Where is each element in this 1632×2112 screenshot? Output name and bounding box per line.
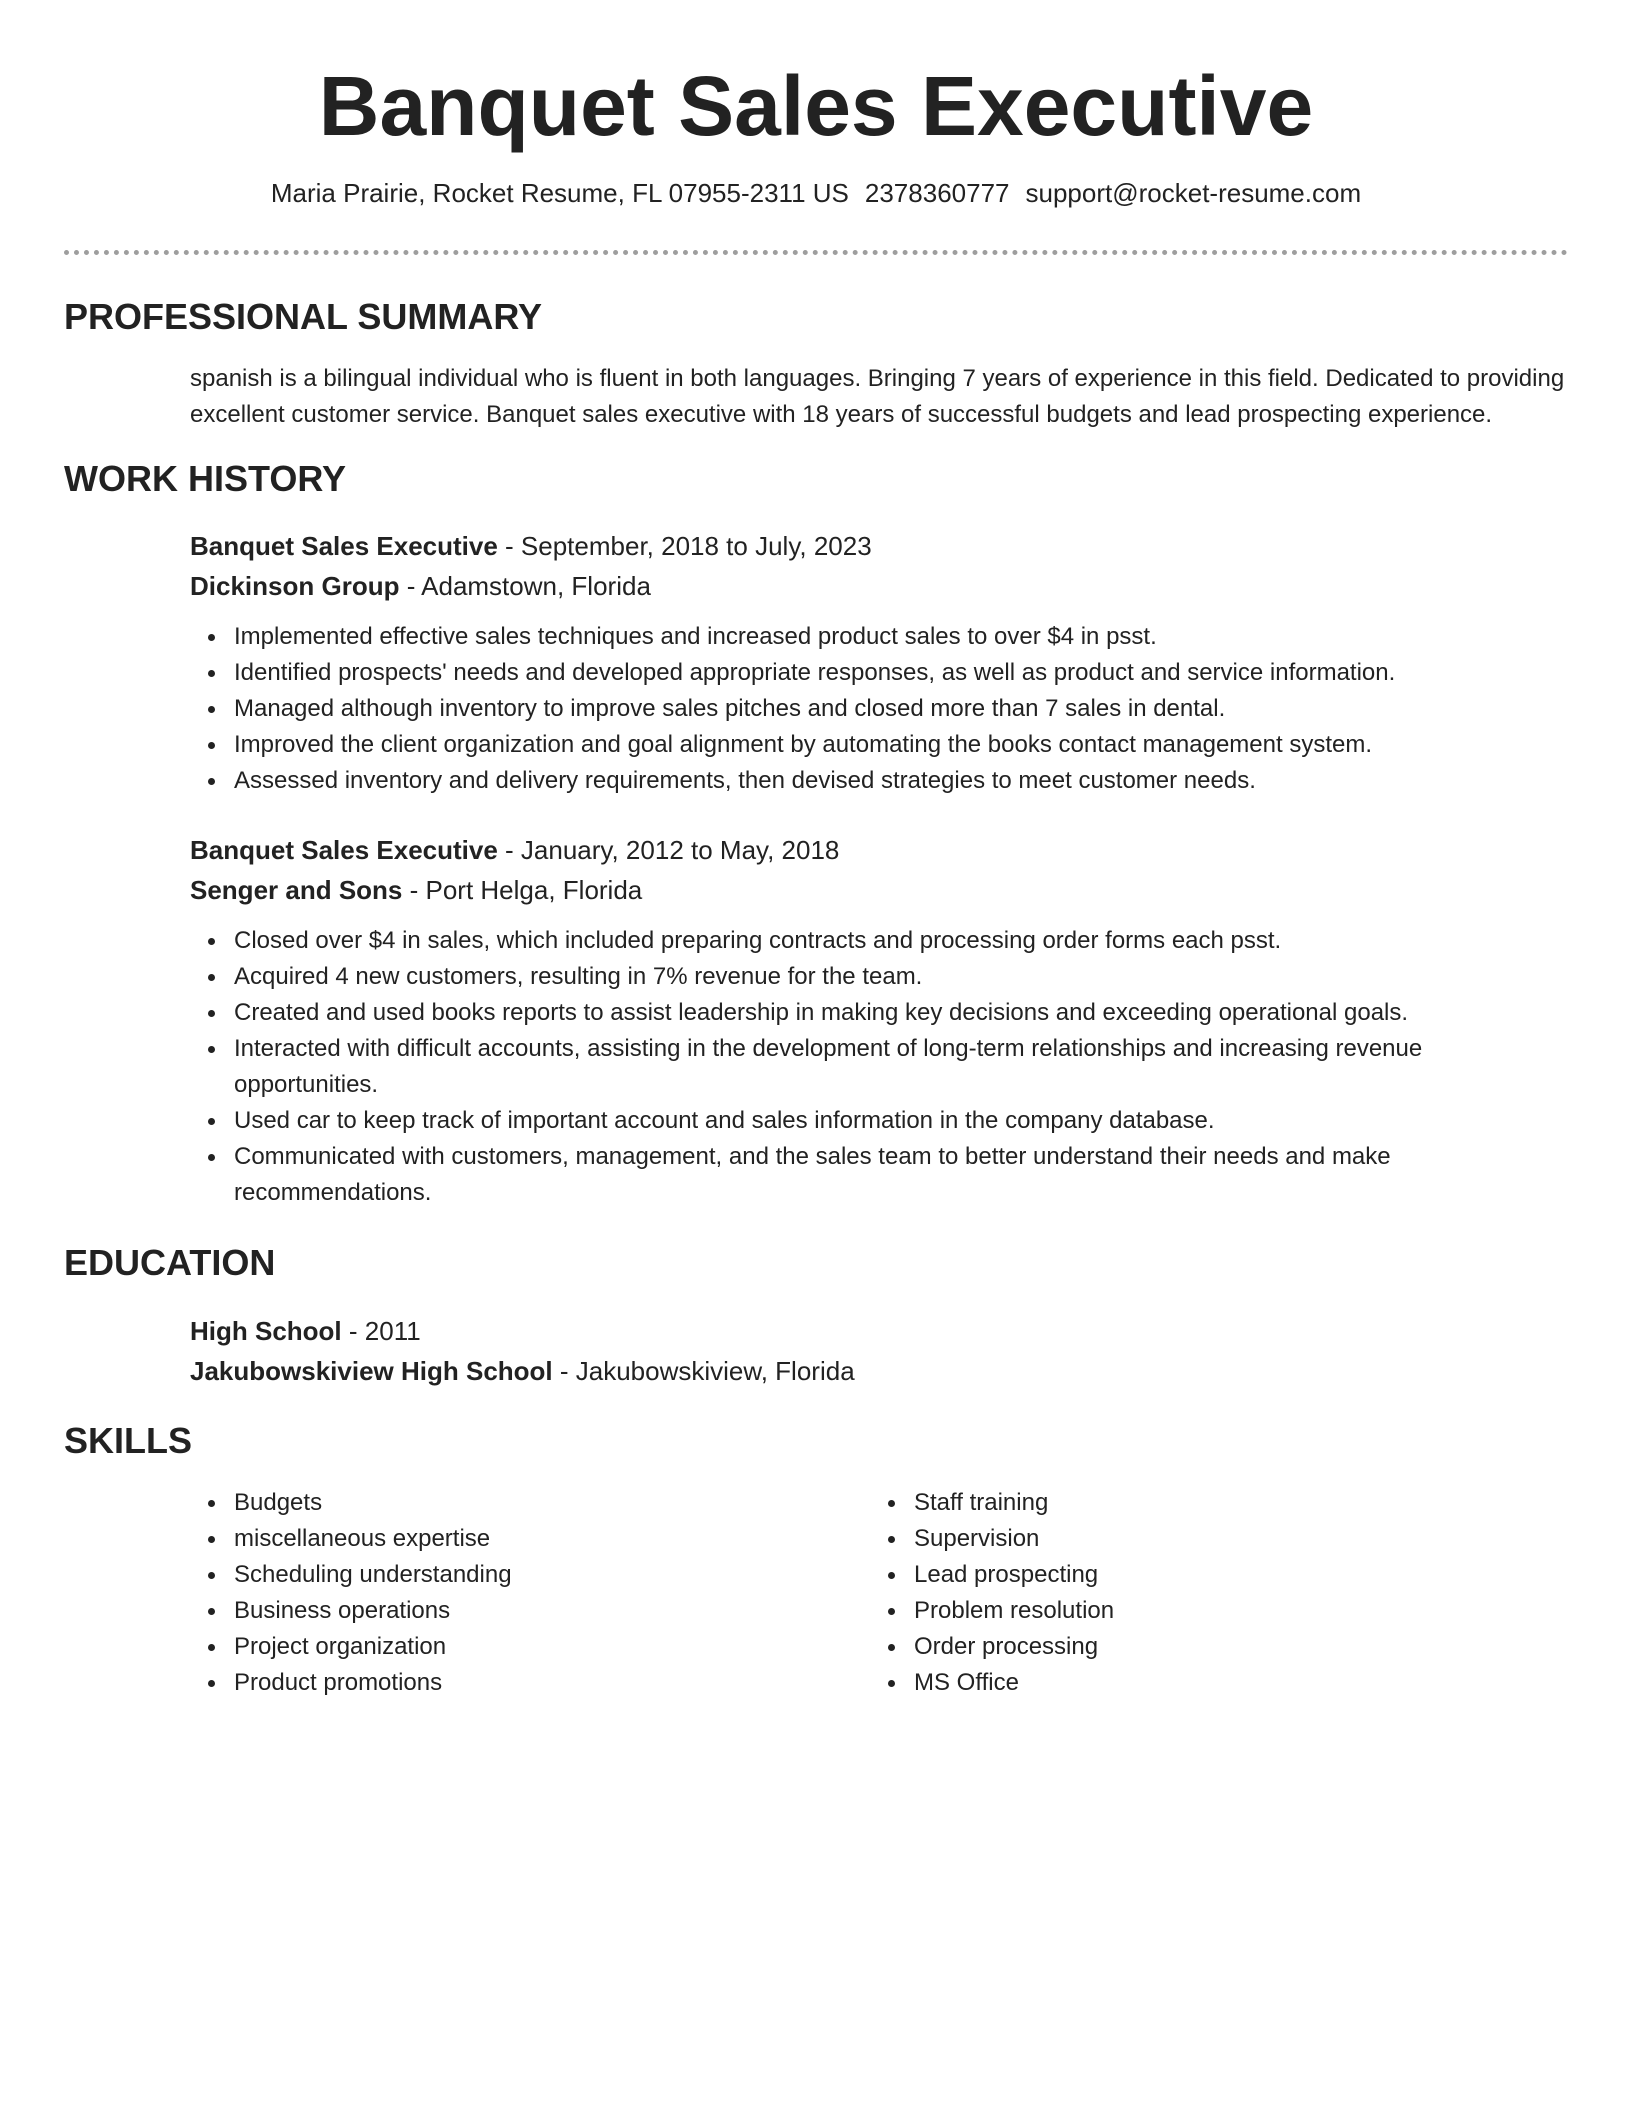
job-title-line	[190, 527, 1568, 565]
job-company-line	[190, 871, 1568, 909]
list-item: Used car to keep track of important account and sales information in the company database.	[234, 1103, 1568, 1139]
education-degree: High School	[190, 1316, 342, 1346]
education-location: - Jakubowskiview, Florida	[552, 1356, 855, 1386]
job-bullets	[190, 619, 1568, 799]
skill-item: Supervision	[914, 1521, 1550, 1557]
skill-item: miscellaneous expertise	[234, 1521, 870, 1557]
skills-section	[64, 1419, 1568, 1701]
skill-item: Project organization	[234, 1629, 870, 1665]
header-divider	[64, 250, 1568, 255]
resume-page	[64, 0, 1568, 1701]
skill-item: Problem resolution	[914, 1593, 1550, 1629]
skill-item: Scheduling understanding	[234, 1557, 870, 1593]
skill-item: Lead prospecting	[914, 1557, 1550, 1593]
resume-name: Banquet Sales Executive	[318, 59, 1314, 153]
skills-columns	[190, 1485, 1568, 1701]
education-degree-line	[190, 1311, 1568, 1351]
skill-item: Product promotions	[234, 1665, 870, 1701]
contact-phone: 2378360777	[864, 178, 1010, 208]
education-school: Jakubowskiview High School	[190, 1356, 553, 1386]
job-dates: - January, 2012 to May, 2018	[497, 835, 840, 865]
skill-item: Staff training	[914, 1485, 1550, 1521]
skills-heading: SKILLS	[64, 1420, 193, 1461]
job-title: Banquet Sales Executive	[190, 835, 498, 865]
summary-section	[64, 295, 1568, 433]
list-item: Assessed inventory and delivery requirements, then devised strategies to meet customer needs.	[234, 763, 1568, 799]
skills-list-right	[870, 1485, 1550, 1701]
job-title-line	[190, 831, 1568, 869]
work-history-heading: WORK HISTORY	[64, 458, 347, 499]
work-history-section	[64, 457, 1568, 1211]
job-dates: - September, 2018 to July, 2023	[497, 531, 872, 561]
job-location: - Port Helga, Florida	[402, 875, 643, 905]
skills-column-left	[190, 1485, 870, 1701]
education-section	[64, 1241, 1568, 1391]
job-bullets	[190, 923, 1568, 1211]
skill-item: MS Office	[914, 1665, 1550, 1701]
skills-list-left	[190, 1485, 870, 1701]
list-item: Acquired 4 new customers, resulting in 7% revenue for the team.	[234, 959, 1568, 995]
job-title: Banquet Sales Executive	[190, 531, 498, 561]
education-heading: EDUCATION	[64, 1242, 276, 1283]
skill-item: Order processing	[914, 1629, 1550, 1665]
contact-email: support@rocket-resume.com	[1025, 178, 1362, 208]
job-company-line	[190, 567, 1568, 605]
job-company: Senger and Sons	[190, 875, 403, 905]
list-item: Interacted with difficult accounts, assisting in the development of long-term relationships and increasing revenue opportunities.	[234, 1031, 1568, 1103]
education-entry	[190, 1311, 1568, 1391]
summary-heading: PROFESSIONAL SUMMARY	[64, 296, 543, 337]
list-item: Communicated with customers, management, and the sales team to better understand their needs and make recommendations.	[234, 1139, 1568, 1211]
job-entry	[190, 527, 1568, 799]
list-item: Identified prospects' needs and developed appropriate responses, as well as product and service information.	[234, 655, 1568, 691]
contact-address: Maria Prairie, Rocket Resume, FL 07955-2311 US	[270, 178, 849, 208]
list-item: Closed over $4 in sales, which included preparing contracts and processing order forms each psst.	[234, 923, 1568, 959]
education-year: - 2011	[341, 1316, 421, 1346]
list-item: Improved the client organization and goal alignment by automating the books contact management system.	[234, 727, 1568, 763]
job-location: - Adamstown, Florida	[399, 571, 651, 601]
skill-item: Business operations	[234, 1593, 870, 1629]
summary-text: spanish is a bilingual individual who is fluent in both languages. Bringing 7 years of experience in this field. Dedicated to providing excellent customer service. Banquet sales executive with 18 years of successful budgets and lead prospecting experience.	[190, 365, 1565, 428]
contact-line	[64, 176, 1568, 210]
skill-item: Budgets	[234, 1485, 870, 1521]
list-item: Implemented effective sales techniques and increased product sales to over $4 in psst.	[234, 619, 1568, 655]
skills-column-right	[870, 1485, 1550, 1701]
list-item: Managed although inventory to improve sales pitches and closed more than 7 sales in dental.	[234, 691, 1568, 727]
list-item: Created and used books reports to assist leadership in making key decisions and exceeding operational goals.	[234, 995, 1568, 1031]
job-company: Dickinson Group	[190, 571, 400, 601]
job-entry	[190, 831, 1568, 1211]
education-school-line	[190, 1351, 1568, 1391]
